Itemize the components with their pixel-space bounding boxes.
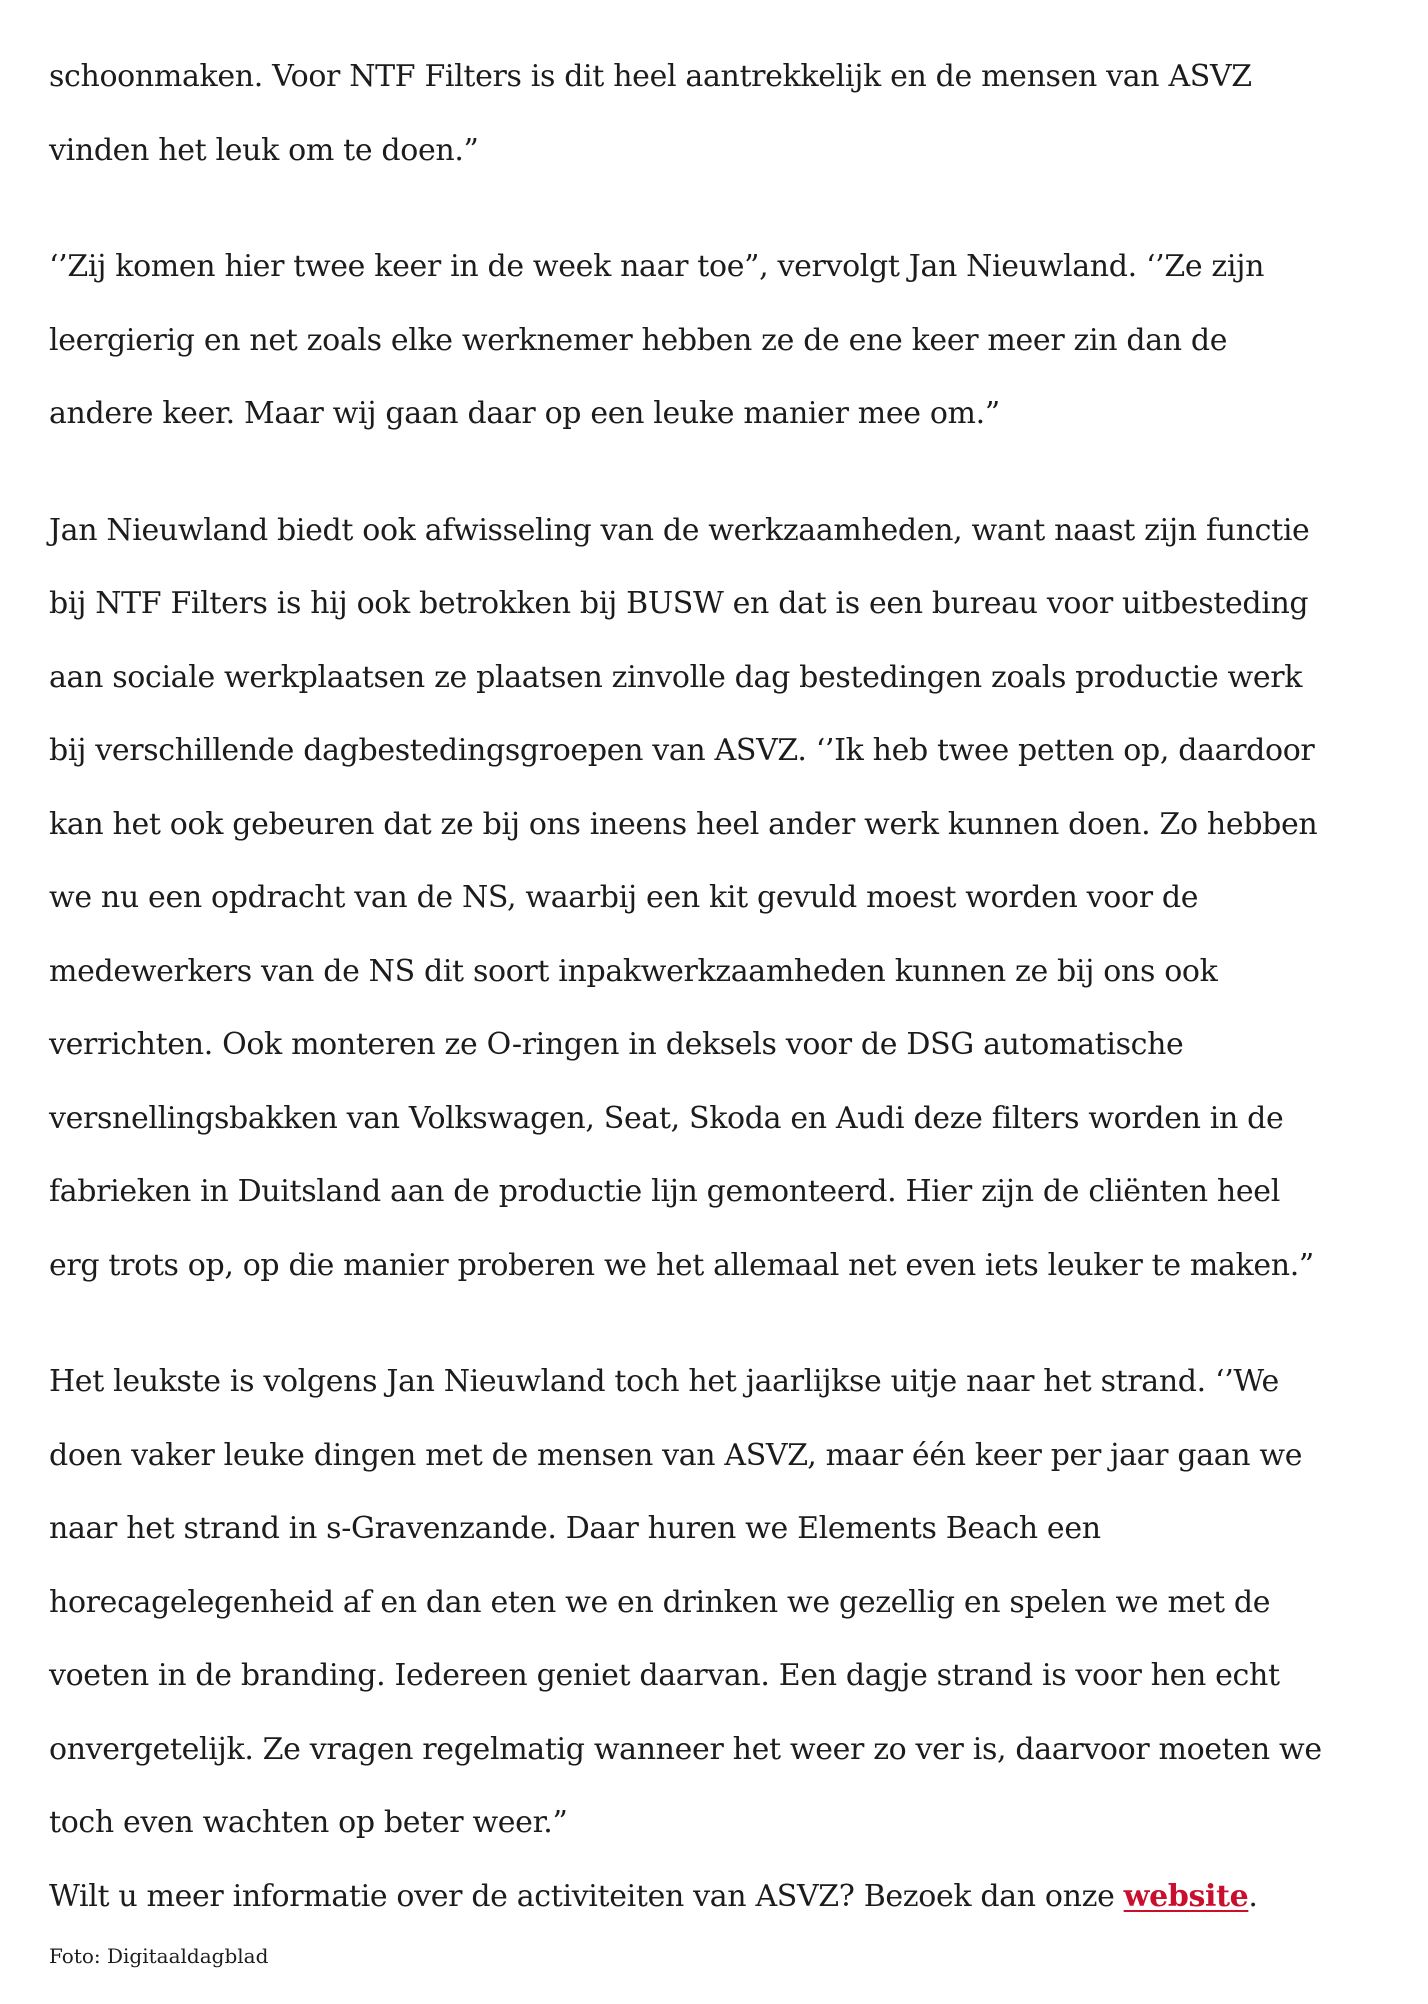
text-line: vinden het leuk om te doen.” (49, 132, 479, 168)
paragraph-1 (49, 40, 1419, 187)
closing-text: Wilt u meer informatie over de activiteiten van ASVZ? Bezoek dan onze (49, 1878, 1124, 1914)
paragraph-spacer (49, 187, 1419, 230)
text-line: medewerkers van de NS dit soort inpakwerkzaamheden kunnen ze bij ons ook (49, 953, 1218, 989)
article-body (49, 40, 1419, 1933)
text-line: bij NTF Filters is hij ook betrokken bij BUSW en dat is een bureau voor uitbesteding (49, 586, 1309, 621)
website-link[interactable]: website (1123, 1878, 1249, 1914)
paragraph-3 (49, 494, 1419, 1303)
text-line: fabrieken in Duitsland aan de productie lijn gemonteerd. Hier zijn de cliënten heel (49, 1174, 1280, 1209)
text-line: Het leukste is volgens Jan Nieuwland toch het jaarlijkse uitje naar het strand. ‘’We (49, 1364, 1279, 1399)
text-line: naar het strand in s-Gravenzande. Daar huren we Elements Beach een (49, 1511, 1101, 1546)
text-line: verrichten. Ook monteren ze O-ringen in deksels voor de DSG automatische (49, 1027, 1184, 1062)
closing-line (49, 1860, 1419, 1934)
text-line: aan sociale werkplaatsen ze plaatsen zinvolle dag bestedingen zoals productie werk (49, 659, 1303, 695)
paragraph-spacer (49, 1302, 1419, 1345)
text-line: horecagelegenheid af en dan eten we en drinken we gezellig en spelen we met de (49, 1584, 1271, 1620)
paragraph-4 (49, 1345, 1419, 1860)
text-line: schoonmaken. Voor NTF Filters is dit heel aantrekkelijk en de mensen van ASVZ (49, 59, 1252, 94)
text-line: voeten in de branding. Iedereen geniet daarvan. Een dagje strand is voor hen echt (49, 1658, 1280, 1693)
text-line: we nu een opdracht van de NS, waarbij een kit gevuld moest worden voor de (49, 880, 1199, 915)
text-line: bij verschillende dagbestedingsgroepen van ASVZ. ‘’Ik heb twee petten op, daardoor (49, 733, 1315, 768)
text-line: erg trots op, op die manier proberen we het allemaal net even iets leuker te maken.” (49, 1247, 1314, 1283)
photo-credit: Foto: Digitaaldagblad (49, 1944, 269, 1968)
text-line: versnellingsbakken van Volkswagen, Seat, Skoda en Audi deze filters worden in de (49, 1100, 1284, 1136)
text-line: leergierig en net zoals elke werknemer hebben ze de ene keer meer zin dan de (49, 322, 1228, 358)
closing-period: . (1248, 1878, 1258, 1914)
text-line: ‘’Zij komen hier twee keer in de week naar toe”, vervolgt Jan Nieuwland. ‘’Ze zijn (49, 249, 1265, 284)
text-line: andere keer. Maar wij gaan daar op een leuke manier mee om.” (49, 396, 1000, 431)
text-line: doen vaker leuke dingen met de mensen van ASVZ, maar één keer per jaar gaan we (49, 1437, 1303, 1473)
text-line: kan het ook gebeuren dat ze bij ons ineens heel ander werk kunnen doen. Zo hebben (49, 806, 1318, 842)
text-line: toch even wachten op beter weer.” (49, 1805, 568, 1840)
paragraph-2 (49, 230, 1419, 451)
paragraph-spacer (49, 451, 1419, 494)
text-line: onvergetelijk. Ze vragen regelmatig wanneer het weer zo ver is, daarvoor moeten we (49, 1731, 1322, 1767)
text-line: Jan Nieuwland biedt ook afwisseling van de werkzaamheden, want naast zijn functie (49, 512, 1310, 548)
